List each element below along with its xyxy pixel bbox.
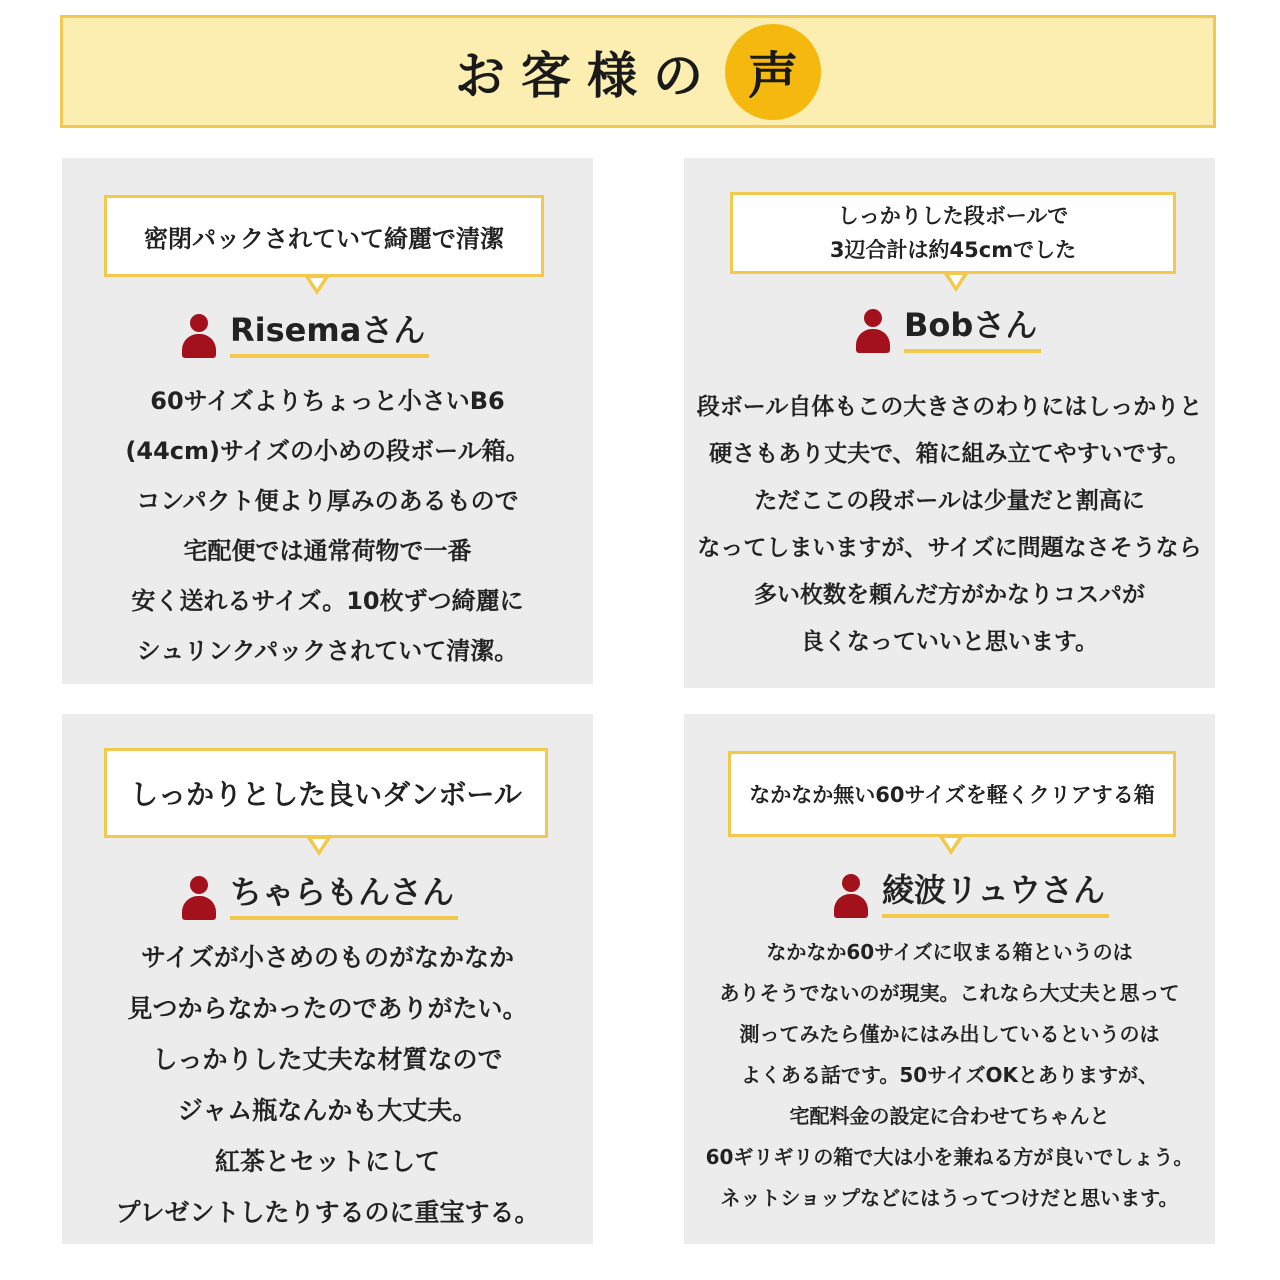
review-line: 測ってみたら僅かにはみ出しているというのは	[739, 1022, 1160, 1046]
reviewer-name: Bobさん	[904, 305, 1041, 353]
review-headline: しっかりした段ボールで	[837, 204, 1069, 228]
review-line: 60ギリギリの箱で大は小を兼ねる方が良いでしょう。	[705, 1145, 1194, 1169]
review-line: サイズが小さめのものがなかなか	[140, 943, 514, 972]
review-text	[62, 932, 593, 1238]
review-headline: なかなか無い60サイズを軽くクリアする箱	[749, 783, 1155, 807]
review-headline-bubble	[104, 748, 548, 838]
review-card-risema	[62, 158, 593, 684]
review-line: ただここの段ボールは少量だと割高に	[754, 488, 1145, 514]
review-headline: 3辺合計は約45cmでした	[829, 238, 1077, 262]
review-line: (44cm)サイズの小めの段ボール箱。	[125, 437, 530, 465]
review-headline-bubble	[728, 751, 1176, 837]
person-icon	[182, 876, 216, 920]
header-title-accent: 声	[725, 24, 821, 120]
review-headline: しっかりとした良いダンボール	[130, 778, 522, 811]
person-icon	[834, 874, 868, 918]
review-text	[684, 384, 1215, 666]
review-line: 60サイズよりちょっと小さいB6	[150, 387, 505, 415]
review-line: よくある話です。50サイズOKとありますが、	[740, 1063, 1159, 1087]
reviewer-name: Risemaさん	[230, 310, 429, 358]
review-line: シュリンクパックされていて清潔。	[136, 637, 519, 665]
review-line: ありそうでないのが現実。これなら大丈夫と思って	[719, 981, 1180, 1005]
review-line: なってしまいますが、サイズに問題なさそうなら	[697, 535, 1202, 561]
review-line: 安く送れるサイズ。10枚ずつ綺麗に	[131, 587, 524, 615]
reviewer-name: 綾波リュウさん	[882, 870, 1109, 918]
person-icon	[856, 309, 890, 353]
review-text	[684, 932, 1215, 1219]
header-title	[63, 18, 1213, 125]
review-line: 宅配料金の設定に合わせてちゃんと	[789, 1104, 1110, 1128]
review-card-bob	[684, 158, 1215, 688]
reviewer	[182, 872, 458, 920]
bubble-pointer	[939, 837, 963, 855]
bubble-pointer	[944, 274, 968, 292]
reviewer-name: ちゃらもんさん	[230, 872, 458, 920]
review-text	[62, 376, 593, 676]
voice-header-banner	[60, 15, 1216, 128]
review-line: プレゼントしたりするのに重宝する。	[115, 1198, 540, 1227]
review-line: 見つからなかったのでありがたい。	[127, 994, 528, 1023]
review-card-charamon	[62, 714, 593, 1244]
review-line: しっかりした丈夫な材質なので	[152, 1045, 503, 1074]
review-line: なかなか60サイズに収まる箱というのは	[766, 940, 1133, 964]
reviewer	[182, 310, 429, 358]
review-line: 段ボール自体もこの大きさのわりにはしっかりと	[696, 394, 1203, 420]
review-line: 多い枚数を頼んだ方がかなりコスパが	[754, 582, 1145, 608]
review-headline: 密閉パックされていて綺麗で清潔	[144, 224, 504, 253]
bubble-pointer	[307, 838, 331, 856]
review-line: 紅茶とセットにして	[214, 1147, 440, 1176]
review-headline-bubble	[104, 195, 544, 277]
review-line: ネットショップなどにはうってつけだと思います。	[720, 1186, 1179, 1210]
review-line: 硬さもあり丈夫で、箱に組み立てやすいです。	[709, 441, 1190, 467]
reviewer	[834, 870, 1109, 918]
person-icon	[182, 314, 216, 358]
header-title-text: お客様の	[455, 46, 719, 105]
review-line: ジャム瓶なんかも大丈夫。	[177, 1096, 478, 1125]
review-card-ayanami	[684, 714, 1215, 1244]
reviewer	[856, 305, 1041, 353]
bubble-pointer	[305, 277, 329, 295]
review-headline-bubble	[730, 192, 1176, 274]
review-line: 良くなっていいと思います。	[800, 629, 1099, 655]
review-line: コンパクト便より厚みのあるもので	[136, 487, 519, 515]
review-line: 宅配便では通常荷物で一番	[183, 537, 472, 565]
